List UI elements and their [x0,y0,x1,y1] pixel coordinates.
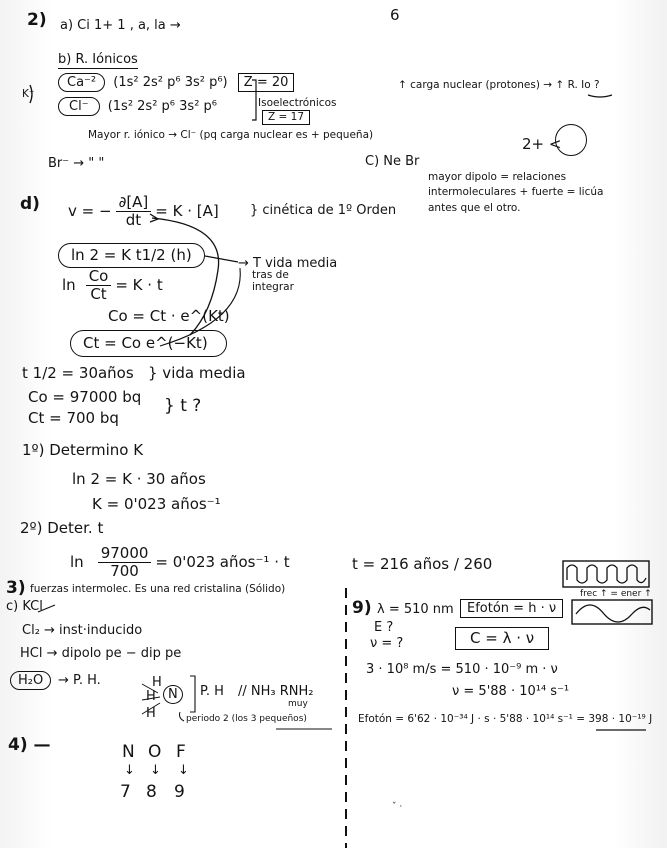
step2-fraction [98,545,152,579]
mayor-radio-line: Mayor r. iónico → Cl⁻ (pq carga nuclear es + pequeña) [88,129,374,141]
q9-label: 9) [352,598,372,618]
lambda: λ = 510 nm [377,602,454,617]
rate-rhs: = K · [A] [155,201,219,220]
tras-integrar-2: integrar [252,281,294,293]
wave-high-freq [567,565,646,583]
step1-result: K = 0'023 años⁻¹ [92,495,221,513]
z-cl: Z = 17 [262,110,310,125]
z-ca: Z = 20 [238,73,295,92]
wave-box-low [572,600,652,624]
isoelectronic-note: Isoelectrónicos [258,97,337,109]
q2-a: a) Ci 1+ 1 , a, la → [60,18,181,33]
periodo-note: periodo 2 (los 3 pequeños) [186,714,307,724]
step2: 2º) Deter. t [20,519,104,537]
q2-line2 [58,100,217,113]
rate-equation [68,194,219,228]
element-n: N [122,742,135,762]
br-line: Br⁻ → " " [48,156,105,171]
step1: 1º) Determino K [22,441,144,459]
ln-ratio-eq [62,268,163,302]
q2-label: 2) [27,10,47,30]
h2o-result: → P. H. [58,673,101,688]
rate-note: } cinética de 1º Orden [250,203,397,218]
h-atom-1: H [152,675,162,690]
ephoton-formula: Efotón = h · ν [460,599,563,618]
tras-integrar-1: tras de [252,269,289,281]
side-circle [555,124,587,156]
conf-ca: (1s² 2s² p⁶ 3s² p⁶) [113,75,228,90]
arrow-f: ↓ [178,763,189,778]
hcl-line: HCl → dipolo pe − dip pe [20,646,182,661]
rio-underline [588,95,612,97]
step1-eq: ln 2 = K · 30 años [72,470,206,488]
ln-num: Co [86,268,112,286]
c-title: C) Ne Br [365,154,420,169]
step2-den: 700 [110,561,139,580]
q4-label: 4) — [8,735,51,755]
ion-cl: Cl⁻ [58,97,100,116]
number-o: 8 [146,782,157,802]
rate-fraction [116,194,152,228]
n-atom-circle: N [163,685,183,704]
t-half: t 1/2 = 30años [22,364,134,382]
t-half-note: } vida media [148,364,246,382]
q3-header: fuerzas intermolec. Es una red cristalina (Sólido) [30,583,286,595]
q3-c: c) KCl [6,599,43,614]
step2-eq [70,545,290,579]
rate-den: dt [125,210,142,229]
element-o: O [148,742,162,762]
c-note-3: antes que el otro. [428,202,521,214]
e-result: Efotón = 6'62 · 10⁻³⁴ J · s · 5'88 · 10¹⁴ s⁻¹ = 398 · 10⁻¹⁹ J [358,713,653,725]
ct-boxed: Ct = Co e^(−Kt) [70,330,227,357]
cl2-line: Cl₂ → inst·inducido [22,623,143,638]
page-number: 6 [390,6,400,24]
nuclear-charge-note: ↑ carga nuclear (protones) → ↑ R. Io ? [398,79,600,91]
rate-v: v = − [68,201,112,220]
c-note-2: intermoleculares + fuerte = licúa [428,186,604,198]
spacer [596,168,612,170]
v-result: ν = 5'88 · 10¹⁴ s⁻¹ [452,684,570,699]
t-question: } t ? [164,396,202,416]
freq-note: frec ↑ = ener ↑ [580,589,652,599]
nh3-rnh2: // NH₃ RNH₂ [238,684,314,699]
side-mark: 2+ < [522,135,562,153]
c-note-1: mayor dipolo = relaciones [428,171,567,183]
ln2-boxed: ln 2 = K t1/2 (h) [58,243,205,268]
step2-ln: ln [70,552,84,571]
e-question: E ? [374,620,394,635]
d-label: d) [20,194,40,214]
wave-box-high [563,561,649,587]
k-plus-label: K⁺ [22,88,35,100]
ln-rhs: = K · t [115,275,163,294]
q2-b-title-text: b) R. Iónicos [58,52,138,67]
step2-num: 97000 [98,545,152,563]
q3-label: 3) [6,578,26,598]
periodo-arrow [180,712,185,721]
v-question: ν = ? [370,636,404,651]
nh3-bracket [190,676,195,712]
co-value: Co = 97000 bq [28,388,142,406]
ion-ca: Ca⁻² [58,73,105,92]
q2-line1 [58,76,294,89]
t-result: t = 216 años / 260 [352,555,493,573]
h-atom-3: H [146,706,156,721]
step2-rhs: = 0'023 años⁻¹ · t [155,552,290,571]
wave-low-freq [576,605,650,622]
h-atom-2: H [146,689,156,704]
number-f: 9 [174,782,185,802]
c-formula: C = λ · ν [455,627,549,650]
ln2-arrow [205,256,238,262]
stray-mark: ˇ · [392,802,403,812]
muy-note: muy [288,699,308,709]
arrow-n: ↓ [124,763,135,778]
vida-media-arrow: → T vida media [238,256,338,271]
conf-cl: (1s² 2s² p⁶ 3s² p⁶ [107,99,217,114]
ln-den: Ct [90,284,107,303]
q2-b-title [58,53,138,66]
arrow-o: ↓ [150,763,161,778]
speed-equation: 3 · 10⁸ m/s = 510 · 10⁻⁹ m · ν [366,662,558,677]
h2o-boxed: H₂O [10,671,51,690]
rate-num: ∂[A] [116,194,152,212]
number-n: 7 [120,782,131,802]
ct-value: Ct = 700 bq [28,409,119,427]
co-equation: Co = Ct · e^(Kt) [108,307,230,325]
nh3-ph: P. H [200,684,224,699]
ln-fraction [86,268,112,302]
element-f: F [176,742,186,762]
ln-prefix: ln [62,275,76,294]
